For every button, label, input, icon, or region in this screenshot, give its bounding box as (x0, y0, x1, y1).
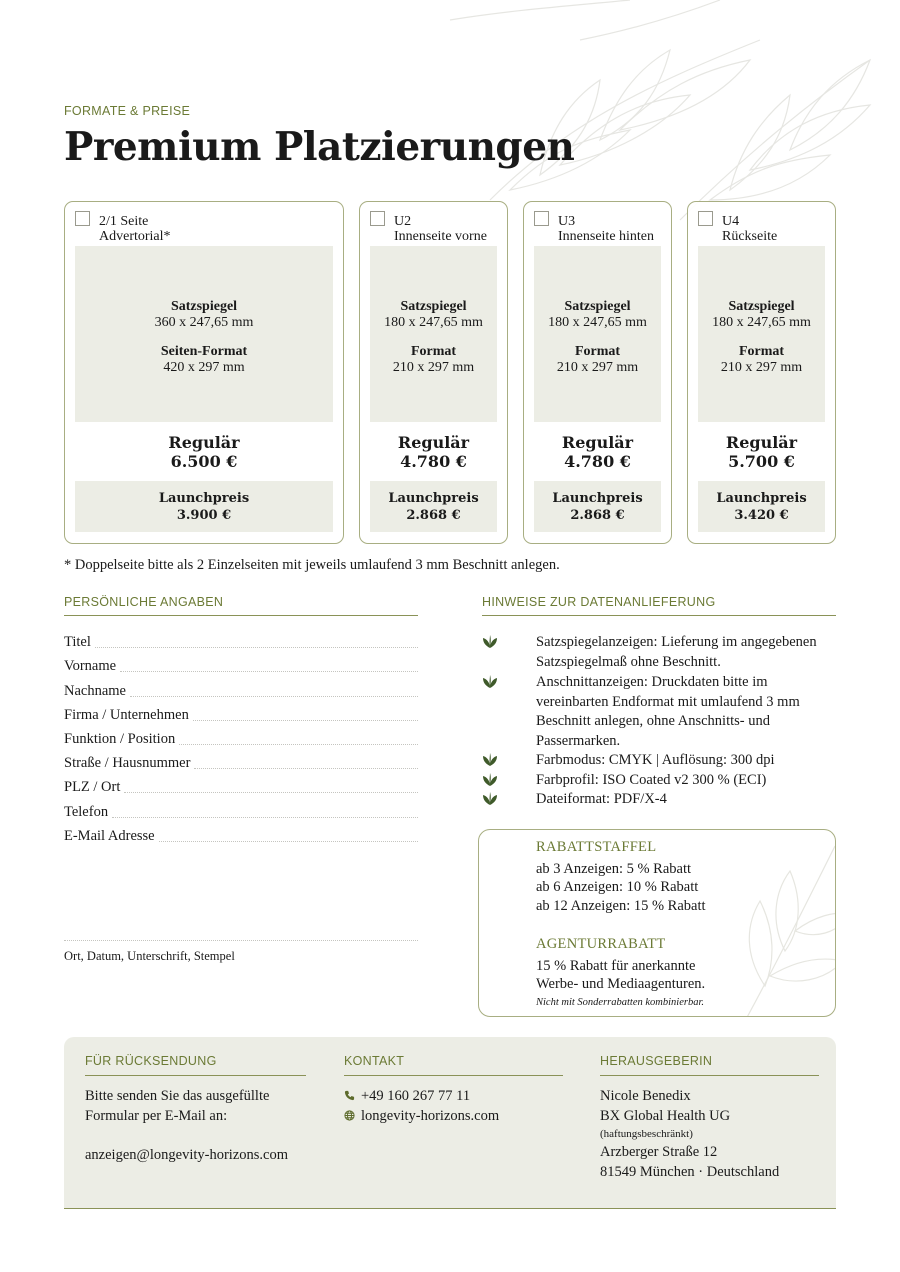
form-field-street[interactable]: Straße / Hausnummer (64, 754, 418, 772)
section-eyebrow: FORMATE & PREISE (64, 104, 191, 118)
return-text: Bitte senden Sie das ausgefüllte (85, 1088, 270, 1104)
leaf-icon (482, 675, 498, 689)
card-title: U3 Innenseite hinten (558, 214, 655, 244)
publisher-heading: HERAUSGEBERIN (600, 1054, 819, 1076)
publisher-street: Arzberger Straße 12 (600, 1144, 718, 1160)
leaf-icon (482, 635, 498, 649)
hint-item: Dateiformat: PDF/X-4 (482, 790, 842, 810)
launch-price: Launchpreis 2.868 € (370, 481, 497, 532)
format-card-u2 (359, 201, 508, 544)
form-field-email[interactable]: E-Mail Adresse (64, 827, 418, 845)
return-text: Formular per E-Mail an: (85, 1108, 228, 1124)
return-heading: FÜR RÜCKSENDUNG (85, 1054, 306, 1076)
format-spec-panel: Satzspiegel 180 x 247,65 mm Format 210 x 297 mm (534, 246, 661, 422)
regular-price: Regulär 4.780 € (561, 433, 634, 471)
return-column (85, 1054, 306, 1165)
agency-text: Werbe- und Mediaagenturen. (536, 976, 706, 992)
publisher-name: Nicole Benedix (600, 1088, 691, 1104)
hint-item: Farbmodus: CMYK | Auflösung: 300 dpi (482, 751, 842, 771)
card-title: U2 Innenseite vorne (394, 214, 487, 244)
discount-tier: ab 6 Anzeigen: 10 % Rabatt (536, 879, 699, 895)
discount-box (478, 829, 836, 1017)
globe-icon (344, 1110, 355, 1121)
format-card-u3 (523, 201, 672, 544)
page-title: Premium Platzierungen (64, 124, 575, 170)
form-field-title[interactable]: Titel (64, 633, 418, 651)
leaf-icon (482, 792, 498, 806)
form-field-first-name[interactable]: Vorname (64, 657, 418, 675)
contact-heading: KONTAKT (344, 1054, 563, 1076)
agency-heading: AGENTURRABATT (536, 936, 666, 952)
launch-price: Launchpreis 3.420 € (698, 481, 825, 532)
card-title: U4 Rückseite (722, 214, 778, 244)
select-checkbox[interactable] (370, 211, 385, 226)
personal-heading: PERSÖNLICHE ANGABEN (64, 595, 418, 616)
launch-price: Launchpreis 3.900 € (75, 481, 333, 532)
leaf-icon (482, 753, 498, 767)
return-email-link[interactable]: anzeigen@longevity-horizons.com (85, 1147, 288, 1163)
hint-item: Satzspiegelanzeigen: Lieferung im angegebenen Satzspiegelmaß ohne Beschnitt. (482, 633, 842, 673)
form-field-phone[interactable]: Telefon (64, 803, 418, 821)
contact-column (344, 1054, 563, 1126)
phone-icon (344, 1090, 355, 1101)
form-field-position[interactable]: Funktion / Position (64, 730, 418, 748)
launch-price: Launchpreis 2.868 € (534, 481, 661, 532)
format-spec-panel: Satzspiegel 180 x 247,65 mm Format 210 x 297 mm (370, 246, 497, 422)
signature-line[interactable] (64, 940, 418, 941)
publisher-company: BX Global Health UG (600, 1108, 731, 1124)
footer-panel (64, 1037, 836, 1209)
select-checkbox[interactable] (698, 211, 713, 226)
contact-phone[interactable]: +49 160 267 77 11 (344, 1086, 563, 1106)
select-checkbox[interactable] (75, 211, 90, 226)
select-checkbox[interactable] (534, 211, 549, 226)
hint-item: Anschnittanzeigen: Druckdaten bitte im vereinbarten Endformat mit umlaufend 3 mm Beschnitt anlegen, ohne Anschnitts- und Passermarken. (482, 673, 842, 753)
form-field-last-name[interactable]: Nachname (64, 682, 418, 700)
hint-item: Farbprofil: ISO Coated v2 300 % (ECI) (482, 771, 842, 791)
publisher-company-note: (haftungsbeschränkt) (600, 1128, 693, 1140)
agency-text: 15 % Rabatt für anerkannte (536, 958, 696, 974)
signature-label: Ort, Datum, Unterschrift, Stempel (64, 949, 235, 963)
publisher-city: 81549 München · Deutschland (600, 1164, 780, 1180)
regular-price: Regulär 4.780 € (397, 433, 470, 471)
regular-price: Regulär 5.700 € (725, 433, 798, 471)
publisher-column (600, 1054, 819, 1182)
format-card-u4 (687, 201, 836, 544)
footnote: * Doppelseite bitte als 2 Einzelseiten mit jeweils umlaufend 3 mm Beschnitt anlegen. (64, 557, 560, 573)
leaf-illustration (725, 836, 836, 1017)
discount-tier: ab 3 Anzeigen: 5 % Rabatt (536, 861, 692, 877)
format-spec-panel: Satzspiegel 180 x 247,65 mm Format 210 x 297 mm (698, 246, 825, 422)
form-field-company[interactable]: Firma / Unternehmen (64, 706, 418, 724)
regular-price: Regulär 6.500 € (168, 433, 240, 471)
format-spec-panel: Satzspiegel 360 x 247,65 mm Seiten-Format 420 x 297 mm (75, 246, 333, 422)
leaf-icon (482, 773, 498, 787)
form-field-zip-city[interactable]: PLZ / Ort (64, 778, 418, 796)
hints-heading: HINWEISE ZUR DATENANLIEFERUNG (482, 595, 836, 616)
agency-note: Nicht mit Sonderrabatten kombinierbar. (536, 997, 704, 1008)
discount-heading: RABATTSTAFFEL (536, 839, 657, 855)
contact-website[interactable]: longevity-horizons.com (344, 1106, 563, 1126)
card-title: 2/1 Seite Advertorial* (99, 214, 171, 244)
discount-tier: ab 12 Anzeigen: 15 % Rabatt (536, 898, 706, 914)
format-card-advertorial (64, 201, 344, 544)
